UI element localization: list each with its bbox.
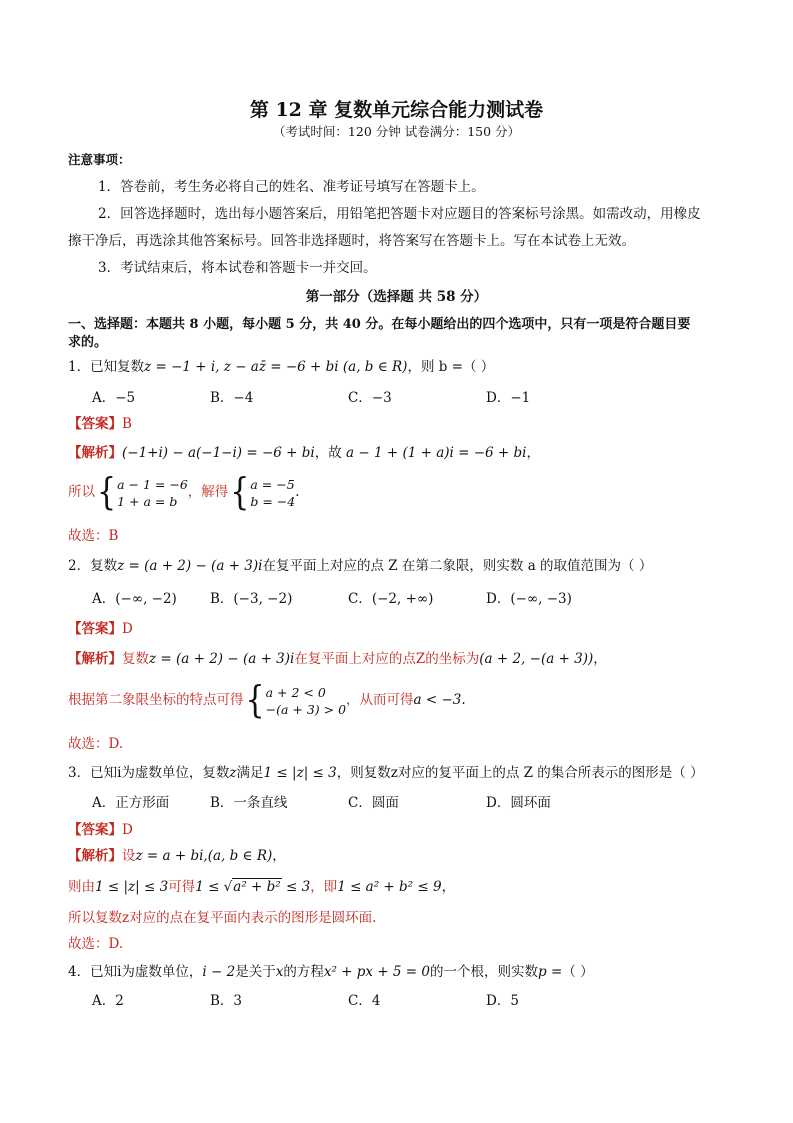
q3-analysis-pre: 设	[122, 848, 136, 864]
q1-answer	[68, 415, 132, 433]
q3-conclusion: 所以复数z对应的点在复平面内表示的图形是圆环面.	[68, 910, 377, 926]
q2-analysis-tag: 【解析】	[68, 651, 122, 667]
q3-stem-pre: 3．已知i为虚数单位，复数	[68, 765, 230, 781]
q3-choose: 故选：D.	[68, 936, 124, 952]
q2-line2-post: ，从而可得	[346, 692, 414, 708]
q1-sys2-eq1: a = −5	[250, 476, 295, 492]
q3-option-d: D．圆环面	[486, 795, 551, 811]
q1-solve-text: ，解得	[187, 484, 229, 500]
q4-option-d: D．5	[486, 993, 519, 1009]
q1-sys1-eq1: a − 1 = −6	[117, 476, 188, 492]
q1-system-2	[250, 476, 295, 510]
q1-option-c: C．−3	[348, 390, 392, 406]
q1-analysis-end: ，	[526, 445, 540, 461]
section-heading: 一、选择题：本题共 8 小题，每小题 5 分，共 40 分。在每小题给出的四个选项中，只有一项是符合题目要	[68, 317, 691, 332]
q2-line2-math: a < −3.	[413, 692, 466, 708]
q3-stem	[68, 764, 704, 782]
q3-line2-m2b: ≤ 3	[281, 879, 311, 895]
part-heading: 第一部分（选择题 共 58 分）	[305, 289, 488, 305]
q1-sys1-eq2: 1 + a = b	[117, 493, 178, 509]
q4-option-b: B．3	[210, 993, 243, 1009]
q1-analysis-math: (−1+i) − a(−1−i) = −6 + bi	[122, 445, 315, 461]
q3-option-a: A．正方形面	[92, 795, 170, 811]
q3-line2-m1: 1 ≤ |z| ≤ 3	[95, 879, 169, 895]
q1-analysis-math2: a − 1 + (1 + a)i = −6 + bi	[346, 445, 527, 461]
q2-stem-math: z = (a + 2) − (a + 3)i	[117, 558, 263, 574]
q3-answer-value: D	[122, 822, 133, 838]
notice-heading: 注意事项：	[68, 152, 131, 167]
q2-option-b: B．(−3, −2)	[210, 591, 293, 607]
q2-sys-eq2: −(a + 3) > 0	[265, 701, 347, 717]
q2-system	[266, 684, 346, 718]
q2-analysis-math: z = (a + 2) − (a + 3)i	[149, 651, 295, 667]
q3-line2-end: ，	[441, 879, 456, 895]
q4-stem-pre: 4．已知i为虚数单位，	[68, 964, 203, 980]
q4-stem	[68, 963, 594, 981]
q1-option-b: B．−4	[210, 390, 254, 406]
q4-stem-x: x	[275, 964, 284, 980]
q1-stem-pre: 1．已知复数	[68, 359, 145, 375]
q3-option-b: B．一条直线	[210, 795, 288, 811]
q2-analysis	[68, 650, 607, 668]
q4-option-a: A．2	[92, 993, 124, 1009]
exam-info: （考试时间：120 分钟 试卷满分：150 分）	[272, 124, 521, 139]
q2-analysis-coord: (a + 2, −(a + 3))	[479, 651, 594, 667]
q1-option-d: D．−1	[486, 390, 531, 406]
q4-stem-mid2: 的方程	[283, 964, 324, 980]
q4-stem-end: =（ ）	[546, 964, 594, 980]
q3-answer-tag: 【答案】	[68, 822, 122, 838]
q1-system-line	[68, 470, 300, 514]
q2-system-line	[68, 678, 466, 722]
q1-system-1	[117, 476, 188, 510]
q3-line2-sqrt: a² + b²	[233, 879, 281, 895]
q1-brace-2: {	[230, 470, 250, 514]
page-title: 第 12 章 复数单元综合能力测试卷	[249, 99, 544, 121]
q2-option-c: C．(−2, +∞)	[348, 591, 434, 607]
q1-sys2-end: .	[295, 484, 300, 500]
q2-analysis-end: ，	[593, 651, 607, 667]
q2-answer	[68, 620, 133, 638]
section-heading-cont: 求的。	[68, 335, 108, 350]
q3-stem-z: z	[229, 765, 237, 781]
q3-line2-m2a: 1 ≤	[195, 879, 224, 895]
q2-analysis-pre: 复数	[122, 651, 149, 667]
q1-stem-post: ，则 b =（ ）	[407, 359, 495, 375]
q4-stem-p: p	[538, 964, 547, 980]
q2-stem-pre: 2．复数	[68, 558, 118, 574]
q2-sys-eq1: a + 2 < 0	[265, 684, 326, 700]
q4-stem-math2: x² + px + 5 = 0	[323, 964, 431, 980]
q1-answer-tag: 【答案】	[68, 416, 122, 432]
notice-item-3: 3．考试结束后，将本试卷和答题卡一并交回。	[98, 260, 377, 276]
q2-answer-value: D	[122, 621, 133, 637]
q2-brace: {	[245, 678, 265, 722]
q3-stem-post: ，则复数z对应的复平面上的点 Z 的集合所表示的图形是（ ）	[336, 765, 704, 781]
q2-choose: 故选：D.	[68, 736, 124, 752]
q1-stem	[68, 358, 494, 376]
notice-item-1: 1．答卷前，考生务必将自己的姓名、准考证号填写在答题卡上。	[98, 179, 485, 195]
q1-option-a: A．−5	[92, 390, 136, 406]
q3-sqrt-sign: √	[223, 879, 233, 895]
q3-option-c: C．圆面	[348, 795, 399, 811]
q4-option-c: C．4	[348, 993, 381, 1009]
q2-stem-post: 在复平面上对应的点 Z 在第二象限，则实数 a 的取值范围为（ ）	[262, 558, 653, 574]
q3-stem-mid: 满足	[236, 765, 264, 781]
q1-choose: 故选：B	[68, 528, 119, 544]
q2-stem	[68, 557, 652, 575]
q1-analysis	[68, 444, 540, 462]
q4-stem-math1: i − 2	[202, 964, 236, 980]
q1-stem-math: z = −1 + i, z − az̄ = −6 + bi (a, b ∈ R)	[144, 359, 408, 375]
q2-analysis-post: 在复平面上对应的点Z的坐标为	[294, 651, 480, 667]
q3-line2-mid2: ，即	[310, 879, 338, 895]
notice-item-2-cont: 擦干净后，再选涂其他答案标号。回答非选择题时，将答案写在答题卡上。写在本试卷上无效。	[68, 233, 635, 249]
q3-answer	[68, 821, 133, 839]
q3-derivation	[68, 878, 455, 896]
q3-line2-mid: 可得	[168, 879, 196, 895]
q3-analysis-math: z = a + bi,(a, b ∈ R)	[135, 848, 273, 864]
q3-line2-m3: 1 ≤ a² + b² ≤ 9	[337, 879, 442, 895]
notice-item-2: 2．回答选择题时，选出每小题答案后，用铅笔把答题卡对应题目的答案标号涂黑。如需改动，用橡皮	[98, 206, 701, 222]
q3-analysis-tag: 【解析】	[68, 848, 122, 864]
q3-analysis-end: ，	[272, 848, 286, 864]
q3-analysis	[68, 847, 286, 865]
q2-line2-pre: 根据第二象限坐标的特点可得	[68, 692, 244, 708]
q1-answer-value: B	[122, 416, 132, 432]
q2-option-d: D．(−∞, −3)	[486, 591, 572, 607]
q4-stem-mid: 是关于	[235, 964, 276, 980]
q4-stem-post: 的一个根，则实数	[430, 964, 539, 980]
q1-so-text: 所以	[68, 484, 95, 500]
q2-option-a: A．(−∞, −2)	[92, 591, 177, 607]
q3-line2-pre: 则由	[68, 879, 95, 895]
q1-analysis-tag: 【解析】	[68, 445, 122, 461]
q1-brace-1: {	[97, 470, 117, 514]
q1-analysis-mid: ，故	[314, 445, 347, 461]
q3-stem-math: 1 ≤ |z| ≤ 3	[263, 765, 337, 781]
q1-sys2-eq2: b = −4	[250, 493, 296, 509]
q2-answer-tag: 【答案】	[68, 621, 122, 637]
